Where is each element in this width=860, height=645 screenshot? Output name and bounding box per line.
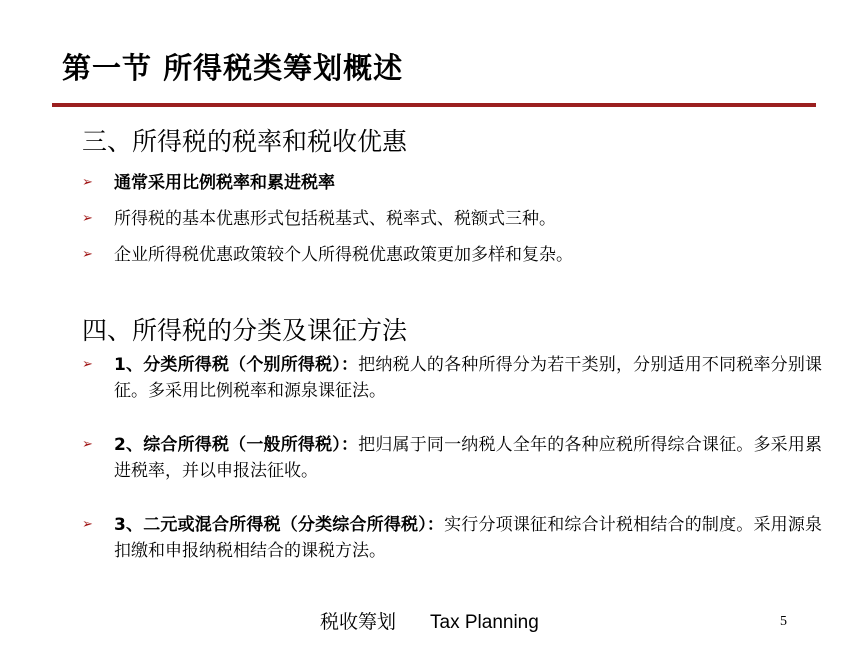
arrow-bullet-icon: ➢ xyxy=(82,517,93,532)
item-lead: 1、分类所得税（个别所得税）： xyxy=(114,355,359,375)
list-item xyxy=(82,206,822,232)
footer-course-cn: 税收筹划 xyxy=(320,611,397,633)
page-number: 5 xyxy=(780,614,787,629)
arrow-bullet-icon: ➢ xyxy=(82,247,93,262)
section-heading-tax-classification: 四、所得税的分类及课征方法 xyxy=(82,316,408,345)
item-lead: 2、综合所得税（一般所得税）： xyxy=(114,435,359,455)
footer-course-title xyxy=(320,607,539,634)
section-heading-tax-rates: 三、所得税的税率和税收优惠 xyxy=(82,127,408,156)
item-lead: 3、二元或混合所得税（分类综合所得税）： xyxy=(114,515,445,535)
tax-classification-bullet-list xyxy=(82,352,822,592)
arrow-bullet-icon: ➢ xyxy=(82,437,93,452)
slide-title: 第一节 所得税类筹划概述 xyxy=(62,51,404,85)
footer-course-en: Tax Planning xyxy=(430,612,539,633)
item-text: 把归属于同一纳税人全年的各种应税所得综合课征。多采用累进税率，并以申报法征收。 xyxy=(114,435,823,481)
item-text: 实行分项课征和综合计税相结合的制度。采用源泉扣缴和申报纳税相结合的课税方法。 xyxy=(114,515,823,561)
list-item xyxy=(82,432,822,484)
list-item xyxy=(82,512,822,564)
bullet-text: 通常采用比例税率和累进税率 xyxy=(114,173,335,193)
list-item xyxy=(82,170,822,196)
arrow-bullet-icon: ➢ xyxy=(82,175,93,190)
item-text: 把纳税人的各种所得分为若干类别，分别适用不同税率分别课征。多采用比例税率和源泉课征法。 xyxy=(114,355,823,401)
bullet-text: 所得税的基本优惠形式包括税基式、税率式、税额式三种。 xyxy=(114,209,556,229)
arrow-bullet-icon: ➢ xyxy=(82,211,93,226)
title-divider xyxy=(52,103,816,107)
list-item xyxy=(82,352,822,404)
tax-rates-bullet-list xyxy=(82,170,822,278)
bullet-text: 企业所得税优惠政策较个人所得税优惠政策更加多样和复杂。 xyxy=(114,245,573,265)
arrow-bullet-icon: ➢ xyxy=(82,357,93,372)
list-item xyxy=(82,242,822,268)
